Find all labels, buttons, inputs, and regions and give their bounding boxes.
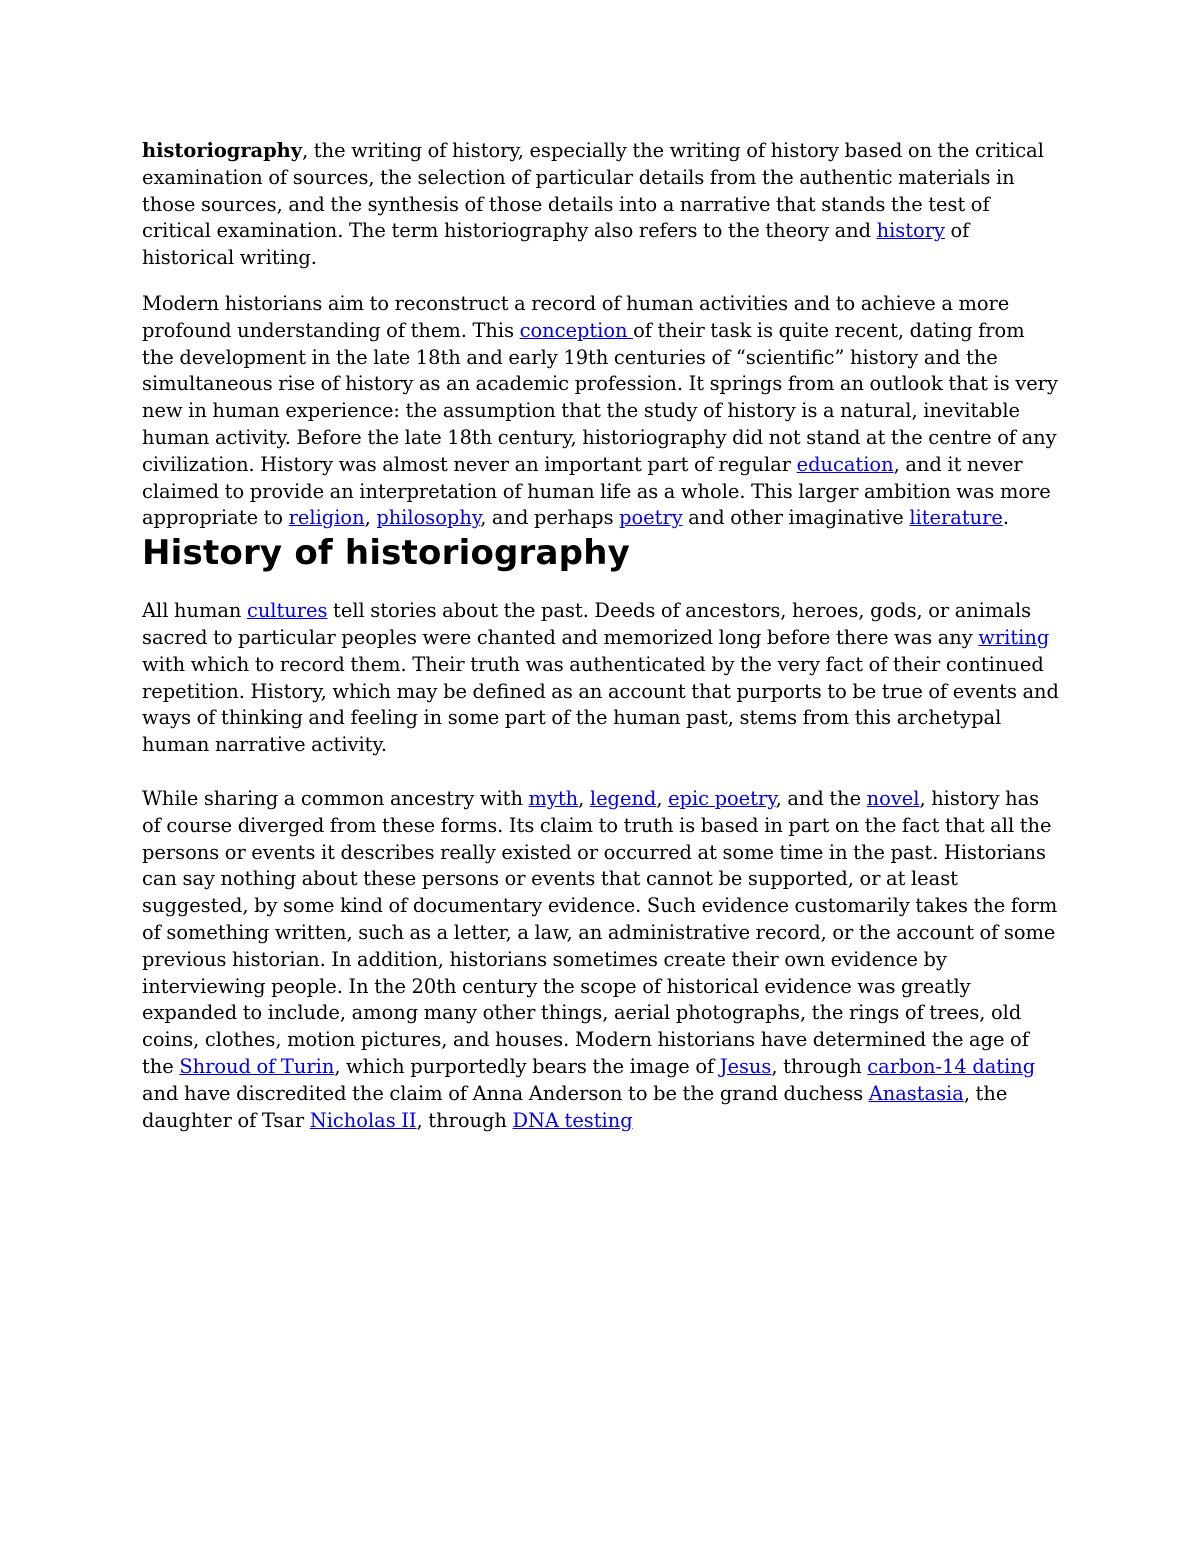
paragraph-common-ancestry xyxy=(142,786,1060,1134)
link-carbon-14-dating[interactable]: carbon-14 dating xyxy=(867,1054,1036,1078)
paragraph-text: . xyxy=(1002,506,1010,530)
paragraph-text: and have discredited the claim of Anna Anderson to be the grand duchess xyxy=(142,1081,869,1105)
paragraph-text: , which purportedly bears the image of xyxy=(334,1054,720,1078)
paragraph-text: , xyxy=(656,786,669,810)
link-epic-poetry[interactable]: epic poetry xyxy=(668,786,776,810)
paragraph-human-cultures xyxy=(142,598,1060,759)
link-cultures[interactable]: cultures xyxy=(246,599,328,623)
paragraph-text: , xyxy=(578,786,590,810)
link-conception[interactable]: conception xyxy=(519,318,634,342)
link-novel[interactable]: novel xyxy=(866,786,920,810)
paragraph-text: , through xyxy=(416,1108,513,1132)
link-philosophy[interactable]: philosophy xyxy=(376,506,481,530)
paragraph-text: tell stories about the past. Deeds of ancestors, heroes, gods, or animals sacred to particular peoples were chanted and memorized long before there was any xyxy=(142,599,1032,649)
paragraph-text: , through xyxy=(771,1054,868,1078)
paragraph-text: with which to record them. Their truth was authenticated by the very fact of their continued repetition. History, which may be defined as an account that purports to be true of events and ways of thinking and feeling in some part of the human past, stems from this archetypal human narrative activity. xyxy=(142,652,1059,757)
paragraph-text: , history has of course diverged from these forms. Its claim to truth is based in part on the fact that all the persons or events it describes really existed or occurred at some time in the past. Historians can say nothing about these persons or events that cannot be supported, or at least suggested, by some kind of documentary evidence. Such evidence customarily takes the form of something written, such as a letter, a law, an administrative record, or the account of some previous historian. In addition, historians sometimes create their own evidence by interviewing people. In the 20th century the scope of historical evidence was greatly expanded to include, among many other things, aerial photographs, the rings of trees, old coins, clothes, motion pictures, and houses. Modern historians have determined the age of the xyxy=(142,786,1058,1078)
link-writing[interactable]: writing xyxy=(978,625,1050,649)
link-dna-testing[interactable]: DNA testing xyxy=(512,1108,633,1132)
link-education[interactable]: education xyxy=(796,452,894,476)
link-religion[interactable]: religion xyxy=(288,506,365,530)
link-anastasia[interactable]: Anastasia xyxy=(868,1081,964,1105)
section-heading: History of historiography xyxy=(142,533,630,574)
link-shroud-of-turin[interactable]: Shroud of Turin xyxy=(179,1054,335,1078)
paragraph-definition xyxy=(142,138,1060,272)
link-myth[interactable]: myth xyxy=(528,786,579,810)
paragraph-text: While sharing a common ancestry with xyxy=(142,786,529,810)
document-body xyxy=(142,138,1060,1153)
paragraph-text: , xyxy=(364,506,377,530)
defined-term: historiography xyxy=(142,139,303,162)
link-jesus[interactable]: Jesus xyxy=(719,1054,772,1078)
paragraph-text: , the writing of history, especially the writing of history based on the critical examination of sources, the selection of particular details from the authentic materials in those sources, and the synthesis of those details into a narrative that stands the test of critical examination. The term historiography also refers to the theory and xyxy=(142,139,1044,243)
link-nicholas-ii[interactable]: Nicholas II xyxy=(309,1108,417,1132)
paragraph-text: , and it never claimed to provide an interpretation of human life as a whole. This larger ambition was more appropriate to xyxy=(142,452,1051,530)
paragraph-text: , and perhaps xyxy=(480,506,620,530)
link-legend[interactable]: legend xyxy=(589,786,657,810)
link-poetry[interactable]: poetry xyxy=(619,506,683,530)
paragraph-text: and other imaginative xyxy=(682,506,910,530)
paragraph-text: , and the xyxy=(775,786,867,810)
paragraph-text: All human xyxy=(142,599,247,623)
link-history[interactable]: history xyxy=(876,219,945,243)
paragraph-text: of historical writing. xyxy=(142,219,970,270)
link-literature[interactable]: literature xyxy=(909,506,1003,530)
paragraph-text: Modern historians aim to reconstruct a record of human activities and to achieve a more profound understanding of them. This xyxy=(142,291,1010,342)
paragraph-text: of their task is quite recent, dating from the development in the late 18th and early 19th centuries of “scientific” history and the simultaneous rise of history as an academic profession. It springs from an outlook that is very new in human experience: the assumption that the study of history is a natural, inevitable human activity. Before the late 18th century, historiography did not stand at the centre of any civilization. History was almost never an important part of regular xyxy=(142,318,1058,476)
paragraph-text: , the daughter of Tsar xyxy=(142,1081,1008,1132)
paragraph-modern-historians xyxy=(142,291,1060,532)
